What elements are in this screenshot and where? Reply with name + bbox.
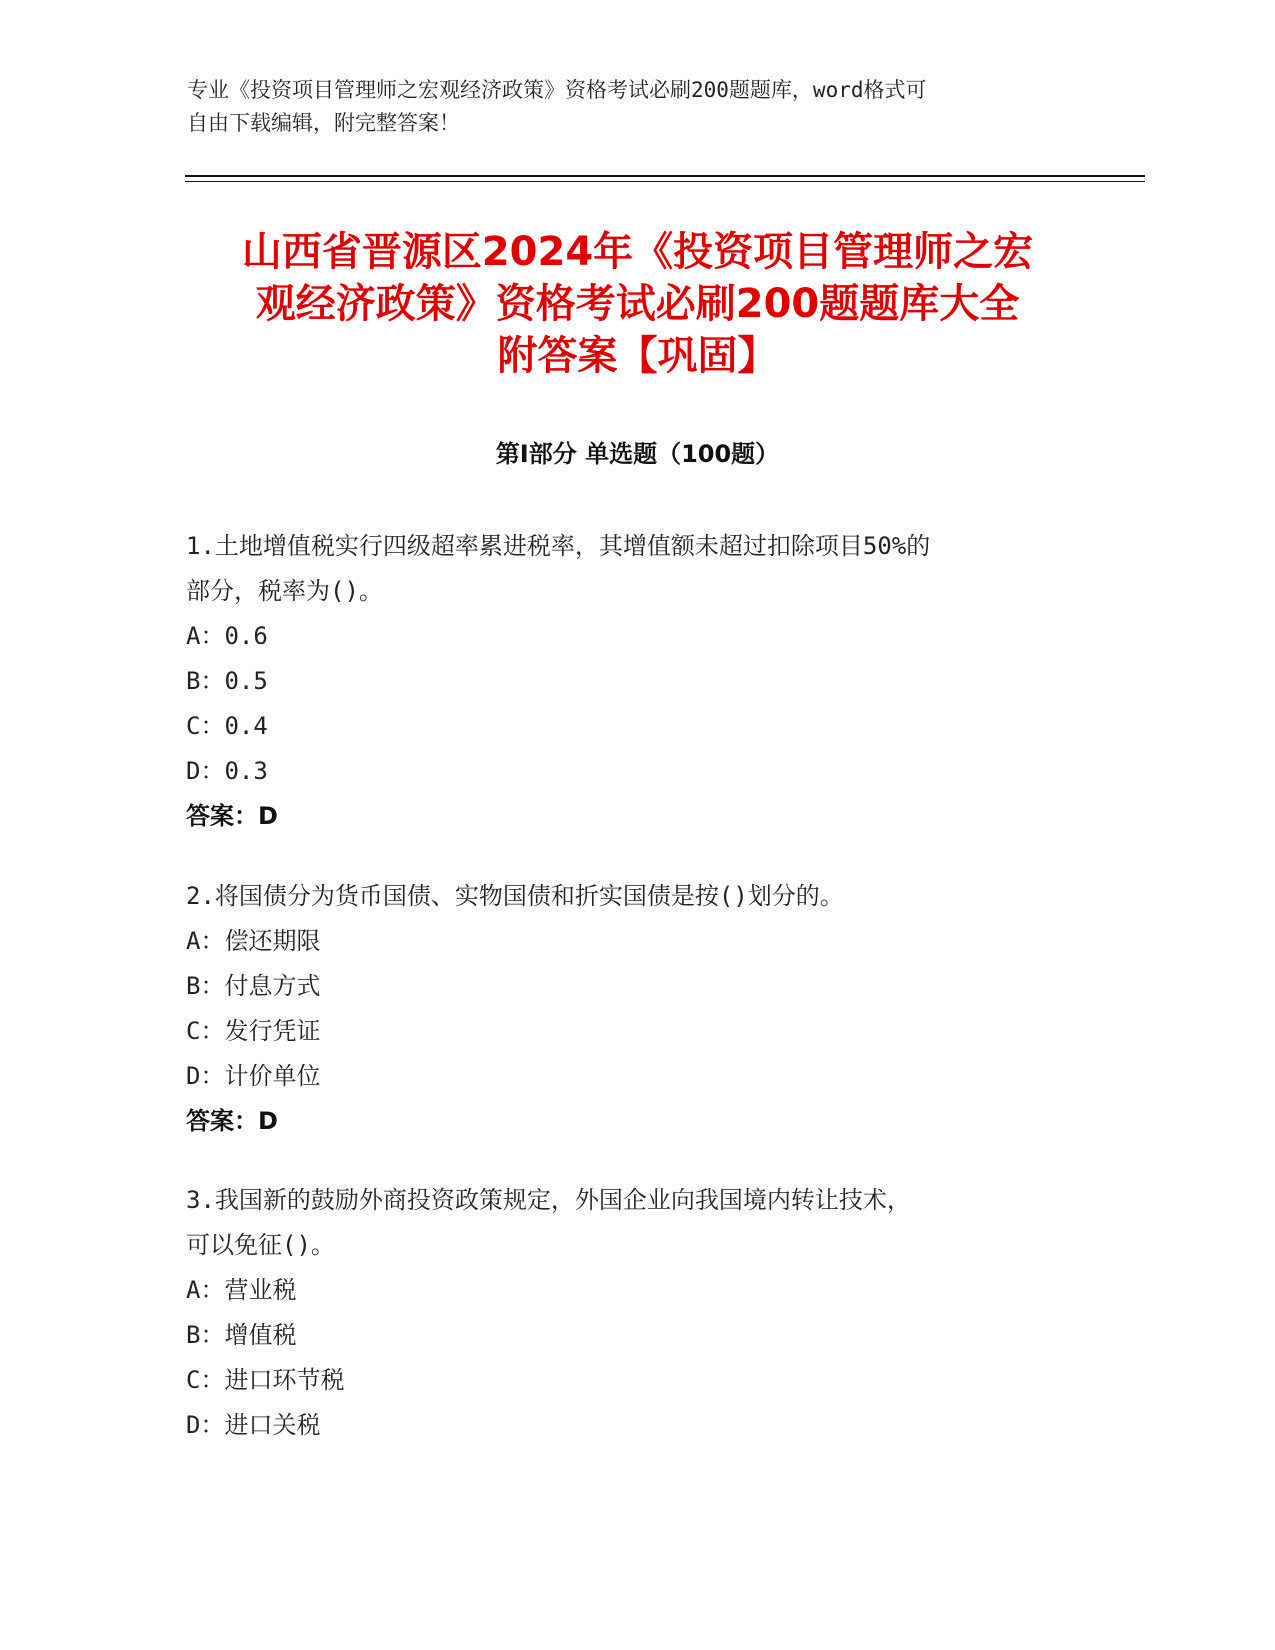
header-note [187, 74, 1087, 140]
answer: 答案：D [186, 802, 278, 830]
header-divider-thin [185, 181, 1145, 182]
option-d: D：计价单位 [186, 1062, 321, 1090]
option-b: B：0.5 [186, 667, 268, 695]
answer: 答案：D [186, 1107, 278, 1135]
question-stem-line: 2.将国债分为货币国债、实物国债和折实国债是按()划分的。 [186, 882, 844, 910]
option-d: D：0.3 [186, 757, 268, 785]
document-title [170, 226, 1105, 382]
question-3 [186, 1178, 1086, 1448]
question-stem-line: 3.我国新的鼓励外商投资政策规定，外国企业向我国境内转让技术， [186, 1186, 911, 1214]
option-b: B：付息方式 [186, 972, 321, 1000]
option-c: C：发行凭证 [186, 1017, 321, 1045]
header-divider-thick [185, 175, 1145, 177]
option-b: B：增值税 [186, 1321, 297, 1349]
header-note-line-2: 自由下载编辑，附完整答案！ [187, 111, 460, 135]
section-title: 第I部分 单选题（100题） [495, 440, 780, 468]
question-stem-line: 1.土地增值税实行四级超率累进税率，其增值额未超过扣除项目50%的 [186, 532, 931, 560]
option-a: A：0.6 [186, 622, 268, 650]
question-1 [186, 524, 1086, 839]
option-d: D：进口关税 [186, 1411, 321, 1439]
title-line-1: 山西省晋源区2024年《投资项目管理师之宏 [241, 229, 1034, 275]
question-2 [186, 874, 1086, 1144]
question-stem-line: 可以免征()。 [186, 1231, 335, 1259]
option-a: A：偿还期限 [186, 927, 321, 955]
title-line-3: 附答案【巩固】 [497, 333, 778, 379]
title-line-2: 观经济政策》资格考试必刷200题题库大全 [255, 281, 1020, 327]
option-c: C：0.4 [186, 712, 268, 740]
question-stem-line: 部分，税率为()。 [186, 577, 383, 605]
header-note-line-1: 专业《投资项目管理师之宏观经济政策》资格考试必刷200题题库，word格式可 [187, 78, 927, 102]
option-c: C：进口环节税 [186, 1366, 345, 1394]
option-a: A：营业税 [186, 1276, 297, 1304]
